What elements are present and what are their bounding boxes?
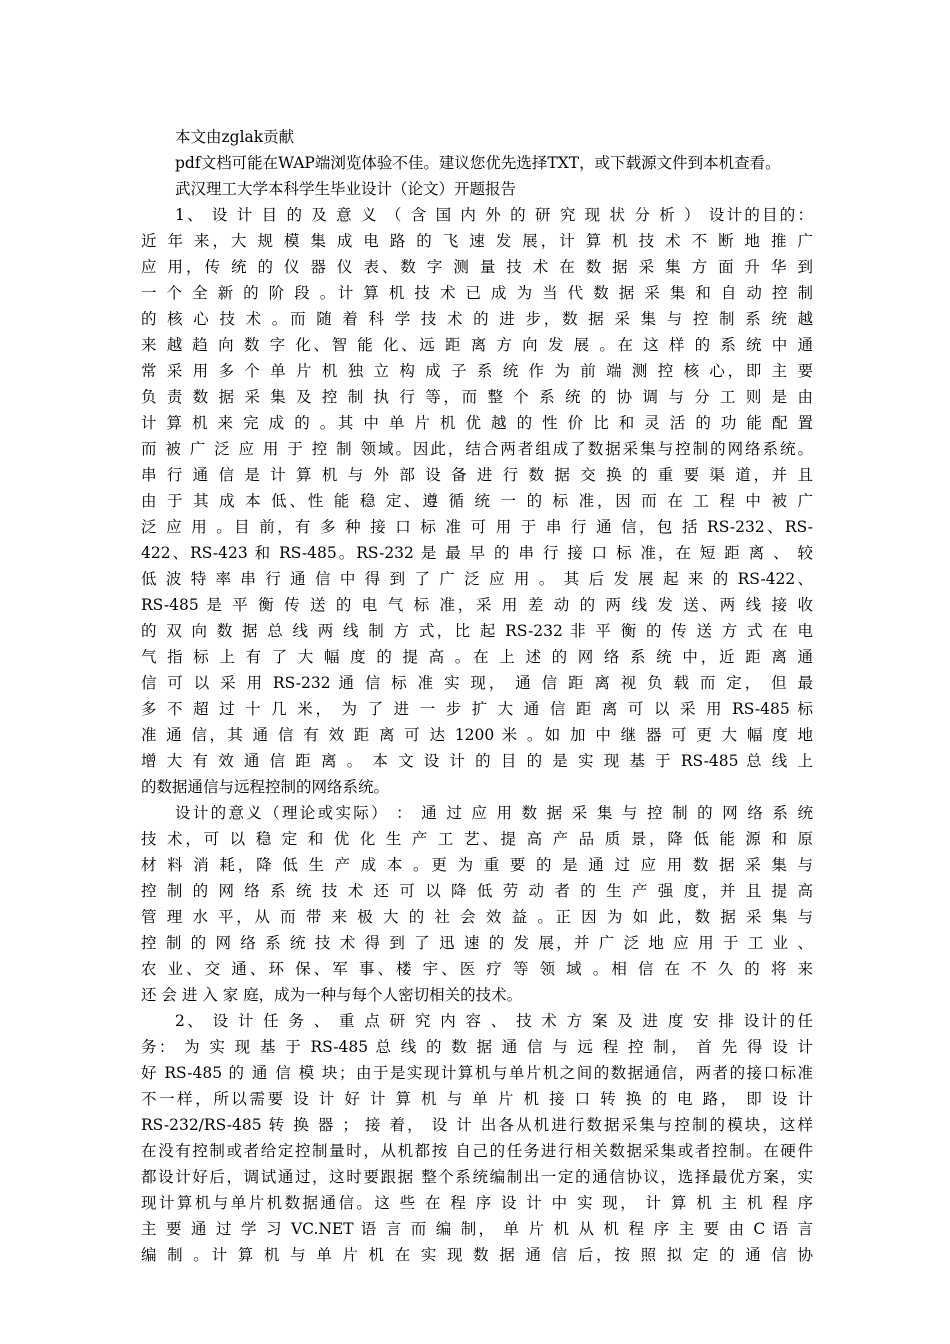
pdf-notice-line: pdf文档可能在WAP端浏览体验不佳。建议您优先选择TXT，或下载源文件到本机查看。 [175, 154, 781, 172]
body-line: 控 制 的 网 络 系 统 技 术 得 到 了 迅 速 的 发 展，并 广 泛 地 应 用 于 工 业 、 [141, 934, 813, 952]
body-line: RS-232/RS-485 转 换 器 ； 接 着， 设 计 出各从机进行数据采集与控制的模块，这样 [141, 1116, 813, 1134]
body-line: 一 个 全 新 的 阶 段 。计 算 机 技 术 已 成 为 当 代 数 据 采 集 和 自 动 控 制 [141, 284, 813, 302]
contributor-line: 本文由zglak贡献 [175, 128, 295, 146]
body-line: 信 可 以 采 用 RS-232 通 信 标 准 实 现， 通 信 距 离 视 负 载 而 定， 但 最 [141, 674, 813, 692]
body-line: 应 用，传 统 的 仪 器 仪 表、数 字 测 量 技 术 在 数 据 采 集 方 面 升 华 到 [141, 258, 813, 276]
document-title: 武汉理工大学本科学生毕业设计（论文）开题报告 [175, 180, 517, 198]
body-line: 控 制 的 网 络 系 统 技 术 还 可 以 降 低 劳 动 者 的 生 产 强 度，并 且 提 高 [141, 882, 813, 900]
body-line: 近 年 来，大 规 模 集 成 电 路 的 飞 速 发 展，计 算 机 技 术 不 断 地 推 广 [141, 232, 813, 250]
body-line: 好 RS-485 的 通 信 模 块；由于是实现计算机与单片机之间的数据通信，两者的接口标准 [141, 1064, 813, 1082]
body-line: 技 术，可 以 稳 定 和 优 化 生 产 工 艺、提 高 产 品 质 景，降 低 能 源 和 原 [141, 830, 813, 848]
body-line: 422、RS-423 和 RS-485。RS-232 是 最 早 的 串 行 接 口 标 准，在 短 距 离 、 较 [141, 544, 813, 562]
body-line: 低 波 特 率 串 行 通 信 中 得 到 了 广 泛 应 用 。 其 后 发 展 起 来 的 RS-422、 [141, 570, 813, 588]
body-line: 设计的意义（理论或实际） ： 通 过 应 用 数 据 采 集 与 控 制 的 网 络 系 统 [175, 804, 813, 822]
body-line: 增 大 有 效 通 信 距 离 。 本 文 设 计 的 目 的 是 实 现 基 于 RS-485 总 线 上 [141, 752, 813, 770]
section-heading-2: 2、 设 计 任 务 、 重 点 研 究 内 容 、 技 术 方 案 及 进 度 安 排 设计的任 [175, 1012, 813, 1030]
body-line: 务： 为 实 现 基 于 RS-485 总 线 的 数 据 通 信 与 远 程 控 制， 首 先 得 设 计 [141, 1038, 813, 1056]
body-line: 准 通 信，其 通 信 有 效 距 离 可 达 1200 米 。如 加 中 继 器 可 更 大 幅 度 地 [141, 726, 813, 744]
body-line: 编 制 。计 算 机 与 单 片 机 在 实 现 数 据 通 信 后，按 照 拟 定 的 通 信 协 [141, 1246, 813, 1264]
body-line: 由 于 其 成 本 低、性 能 稳 定、遵 循 统 一 的 标 准，因 而 在 工 程 中 被 广 [141, 492, 813, 510]
body-line: 串 行 通 信 是 计 算 机 与 外 部 设 备 进 行 数 据 交 换 的 重 要 渠 道，并 且 [141, 466, 813, 484]
body-line: 计 算 机 来 完 成 的 。其 中 单 片 机 优 越 的 性 价 比 和 灵 活 的 功 能 配 置 [141, 414, 813, 432]
section-heading-1: 1、 设 计 目 的 及 意 义 （ 含 国 内 外 的 研 究 现 状 分 析 ） 设计的目的： [175, 206, 813, 224]
body-line: 泛 应 用 。目 前，有 多 种 接 口 标 准 可 用 于 串 行 通 信，包 括 RS-232、RS- [141, 518, 813, 536]
body-line: 的 双 向 数 据 总 线 两 线 制 方 式，比 起 RS-232 非 平 衡 的 传 送 方 式 在 电 [141, 622, 813, 640]
body-line: 的 核 心 技 术 。而 随 着 科 学 技 术 的 进 步，数 据 采 集 与 控 制 系 统 越 [141, 310, 813, 328]
body-line: 不一样，所以需要 设 计 好 计 算 机 与 单 片 机 接 口 转 换 的 电 路， 即 设 计 [141, 1090, 813, 1108]
body-line: 多 不 超 过 十 几 米， 为 了 进 一 步 扩 大 通 信 距 离 可 以 采 用 RS-485 标 [141, 700, 813, 718]
body-line: 常 采 用 多 个 单 片 机 独 立 构 成 子 系 统 作 为 前 端 测 控 核 心，即 主 要 [141, 362, 813, 380]
body-line: 都设计好后，调试通过，这时要跟据 整个系统编制出一定的通信协议，选择最优方案，实 [141, 1168, 813, 1186]
body-line: 的数据通信与远程控制的网络系统。 [141, 778, 390, 796]
body-line: 在没有控制或者给定控制量时，从机都按 自己的任务进行相关数据采集或者控制。在硬件 [141, 1142, 813, 1160]
body-line: 管 理 水 平，从 而 带 来 极 大 的 社 会 效 益 。正 因 为 如 此，数 据 采 集 与 [141, 908, 813, 926]
body-line: 主 要 通 过 学 习 VC.NET 语 言 而 编 制， 单 片 机 从 机 程 序 主 要 由 C 语 言 [141, 1220, 813, 1238]
body-line: 气 指 标 上 有 了 大 幅 度 的 提 高 。在 上 述 的 网 络 系 统 中，近 距 离 通 [141, 648, 813, 666]
body-line: 农 业、交 通、环 保、军 事、楼 宇、医 疗 等 领 域 。相 信 在 不 久 的 将 来 [141, 960, 813, 978]
body-line: 而 被 广 泛 应 用 于 控 制 领域。因此，结合两者组成了数据采集与控制的网络系统。 [141, 440, 813, 458]
body-line: 材 料 消 耗，降 低 生 产 成 本 。更 为 重 要 的 是 通 过 应 用 数 据 采 集 与 [141, 856, 813, 874]
body-line: 还 会 进 入 家 庭，成为一种与每个人密切相关的技术。 [141, 986, 523, 1004]
body-line: RS-485 是 平 衡 传 送 的 电 气 标 准，采 用 差 动 的 两 线 发 送、两 线 接 收 [141, 596, 813, 614]
body-line: 负 责 数 据 采 集 及 控 制 执 行 等，而 整 个 系 统 的 协 调 与 分 工 则 是 由 [141, 388, 813, 406]
body-line: 现计算机与单片机数据通信。这 些 在 程 序 设 计 中 实 现， 计 算 机 主 机 程 序 [141, 1194, 813, 1212]
body-line: 来 越 趋 向 数 字 化、智 能 化、远 距 离 方 向 发 展 。在 这 样 的 系 统 中 通 [141, 336, 813, 354]
